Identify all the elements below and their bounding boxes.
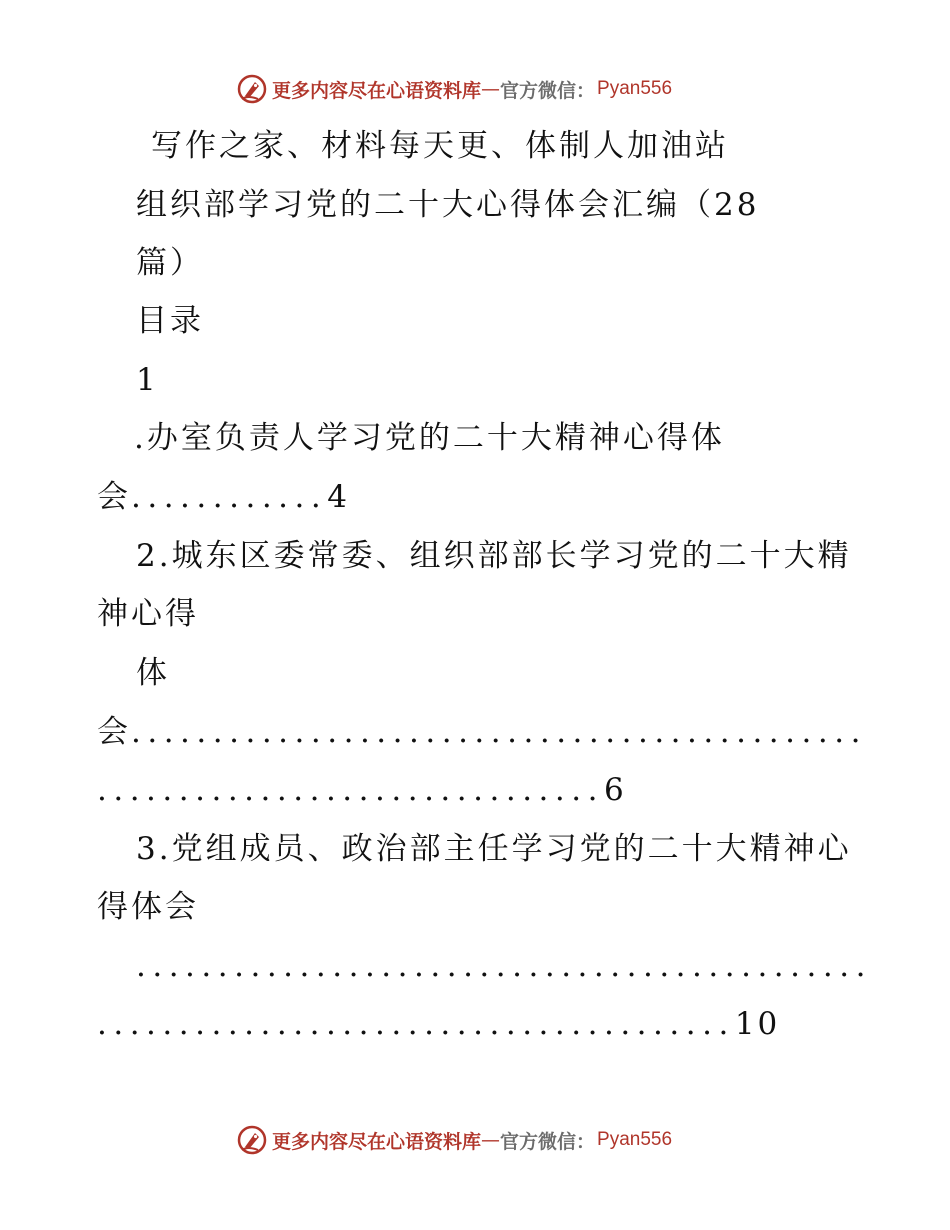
toc-leader-dots: ............ [131, 479, 328, 515]
toc-page-number: 4 [327, 479, 350, 515]
watermark-banner-bottom [236, 1123, 672, 1157]
toc-entry-title[interactable]: 3.党组成员、政治部主任学习党的二十大精神心 [136, 831, 852, 867]
watermark-dash: — [481, 78, 501, 100]
document-title: 组织部学习党的二十大心得体会汇编（28 [136, 187, 760, 223]
toc-entry-title[interactable]: .办室负责人学习党的二十大精神心得体 [134, 420, 725, 456]
pen-nib-logo-icon [236, 73, 268, 105]
watermark-banner-top [236, 72, 672, 106]
toc-entry-title-continued[interactable]: 得体会 [97, 889, 199, 925]
toc-heading: 目录 [136, 303, 204, 339]
watermark-dash: — [481, 1129, 501, 1151]
toc-entry-title-continued[interactable]: 体 [136, 655, 170, 691]
toc-leader-dots: ............................... [97, 772, 604, 808]
toc-entry-title-continued[interactable] [97, 712, 867, 752]
toc-entry-number: 1 [136, 362, 159, 398]
watermark-text: 更多内容尽在心语资料库 [272, 1130, 482, 1153]
toc-entry-title-continued[interactable] [97, 477, 350, 517]
watermark-id: Pyan556 [597, 78, 673, 99]
toc-leader-dots: ............................................. [131, 714, 867, 750]
document-title-continued: 篇） [136, 245, 204, 281]
toc-entry-title-tail: 会 [97, 714, 131, 750]
toc-leader-dots: ....................................... [97, 1006, 735, 1042]
toc-page-number: 6 [603, 772, 627, 808]
watermark-label: 官方微信： [500, 1130, 596, 1153]
tagline: 写作之家、材料每天更、体制人加油站 [151, 128, 729, 164]
toc-page-number: 10 [734, 1006, 781, 1042]
watermark-label: 官方微信： [500, 79, 596, 102]
toc-entry-title-tail: 会 [97, 479, 131, 515]
watermark-id: Pyan556 [597, 1129, 673, 1150]
toc-entry-title-continued[interactable]: 神心得 [97, 596, 199, 632]
toc-leader-dots[interactable]: ............................................. [136, 948, 872, 984]
watermark-text: 更多内容尽在心语资料库 [272, 79, 482, 102]
pen-nib-logo-icon [236, 1124, 268, 1156]
toc-leader-line[interactable] [97, 770, 627, 810]
toc-entry-title[interactable]: 2.城东区委常委、组织部部长学习党的二十大精 [136, 538, 852, 574]
toc-leader-line[interactable] [97, 1004, 780, 1044]
